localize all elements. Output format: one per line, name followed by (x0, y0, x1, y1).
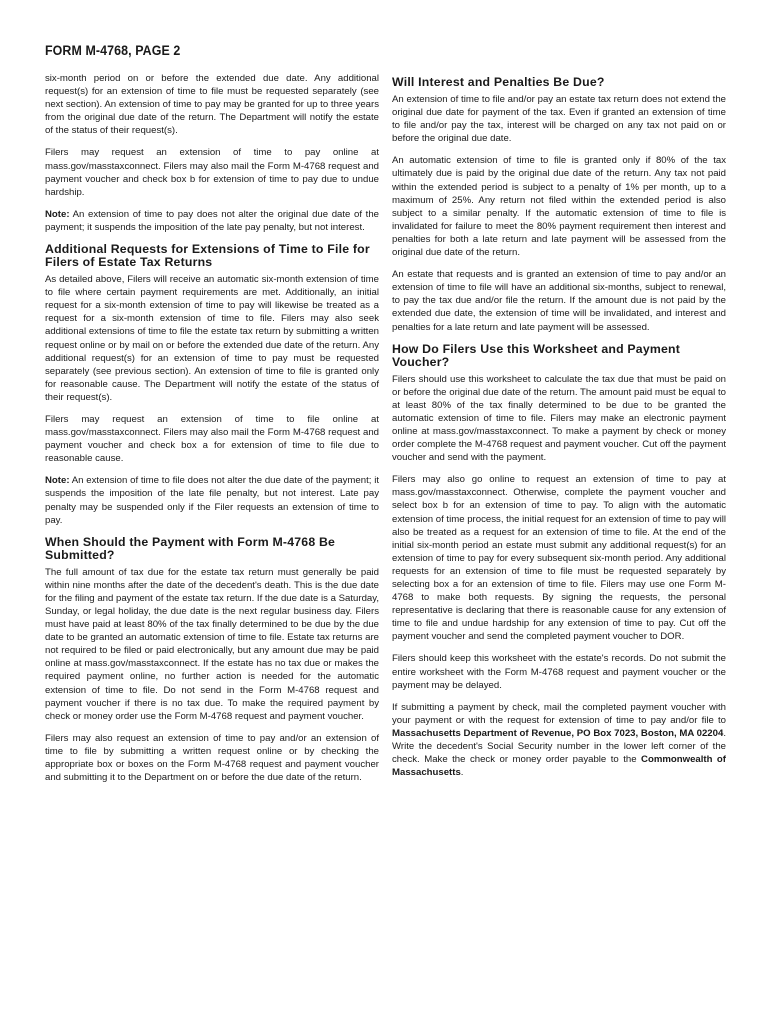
note-text: An extension of time to pay does not alter the original due date of the payment; it suspends the imposition of the late pay penalty, but not interest. (45, 208, 379, 233)
note-label: Note: (45, 475, 70, 487)
paragraph: As detailed above, Filers will receive an automatic six-month extension of time to file where certain payment requirements are met. Additionally, an initial request for a six-month extension of time to pay will likewise be treated as a request for a six-month extension of time to file. Filers may also seek additional extensions of time to file the estate tax return by submitting a written request online or by mail on or before the extended due date of the return. Any additional request(s) for an extension of time to pay must be requested separately (see previous section). An extension of time to file is granted only for reasonable cause. The Department will notify the estate of the status of their request(s). (45, 274, 379, 403)
paragraph: Filers may also go online to request an extension of time to pay at mass.gov/masstaxconnect. Otherwise, complete the payment voucher and select box b for an extension of time to pay. To align with the automatic extension of time process, the initial request for an extension of time to pay will also be treated as a request for an extension of time to file. At the end of the initial six-month period an estate must submit any additional request(s) for an extension of time to pay for every subsequent six-month period. Any additional requests for an extension of time to file must be requested separately by selecting box a for an extension of time to file. Filers may use one Form M-4768 to make both requests. By signing the requests, the personal representative is declaring that there is reasonable cause for any extension of time to file and undue hardship for any extension of time to pay. Cut off the payment voucher and send the completed payment voucher to DOR. (392, 474, 726, 643)
paragraph: six-month period on or before the extended due date. Any additional request(s) for an extension of time to file must be requested separately (see next section). An extension of time to pay may be granted for up to three years from the original due date of the return. The Department will notify the estate of the status of their request(s). (45, 73, 379, 137)
mailing-text: . (460, 767, 464, 779)
payee-name: Commonwealth of Massachusetts (392, 754, 726, 779)
paragraph: Filers may also request an extension of time to pay and/or an extension of time to file by submitting a written request online or by checking the appropriate box or boxes on the Form M-4768 request and payment voucher and submitting it to the Department on or before the due date of the return. (45, 732, 379, 784)
section-heading-how-to-use: How Do Filers Use this Worksheet and Payment Voucher? (392, 341, 681, 369)
note-text: An extension of time to file does not alter the due date of the payment; it suspends the imposition of the late file penalty, but not interest. Late pay penalty may be suspended only if the Filer requests an extension of time to pay. (45, 475, 379, 526)
paragraph: An estate that requests and is granted an extension of time to pay and/or an extension of time to file will have an additional six-months, subject to renewal, to pay the tax due and/or file the return. If the amount due is not paid by the extended due date, the extension of time will be invalidated, and interest and penalties for a late return and late payment will be assessed. (392, 269, 726, 333)
mailing-paragraph (392, 701, 726, 780)
section-heading-additional-requests: Additional Requests for Extensions of Time to File for Filers of Estate Tax Returns (45, 242, 370, 270)
right-column (392, 72, 726, 788)
mailing-text: . Write the decedent's Social Security number in the lower left corner of the check. Make the check or money order payable to the (392, 727, 726, 766)
paragraph: Filers may request an extension of time to file online at mass.gov/masstaxconnect. Filers may also mail the Form M-4768 request and payment voucher and check box a for extension of time to file due to reasonable cause. (45, 413, 379, 465)
note-paragraph (45, 474, 379, 526)
paragraph: An automatic extension of time to file is granted only if 80% of the tax ultimately due is paid by the original due date of the return. Any tax not paid within the extended period is subject to a penalty of 1% per month, up to a maximum of 25%. Any return not filed within the extended period is also subject to a similar penalty. If the automatic extension of time to file is invalidated for failure to meet the 80% payment requirement then interest and penalties for both a late return and late payment will be assessed from the original due date of the return. (392, 155, 726, 259)
paragraph: An extension of time to file and/or pay an estate tax return does not extend the original due date for payment of the tax. Even if granted an extension of time to file and/or pay the tax, interest will be charged on any tax not paid on or before the original due date. (392, 94, 726, 145)
page-title: FORM M-4768, PAGE 2 (45, 43, 181, 58)
mailing-text: If submitting a payment by check, mail the completed payment voucher with your payment or with the request for extension of time to pay and/or file to (392, 701, 726, 726)
paragraph: The full amount of tax due for the estate tax return must generally be paid within nine months after the date of the decedent's death. This is the due date for the filing and payment of the estate tax return. If the due date is a Saturday, Sunday, or legal holiday, the due date is the next regular business day. Filers must have paid at least 80% of the tax finally determined to be due by the due date to be granted an automatic extension of time to file. Estate tax returns are not required to be filed or paid electronically, but any amount due may be paid online at mass.gov/masstaxconnect. If the estate has no tax due or makes the required payment online, no further action is needed for the automatic extension of time to file. Do not send in the Form M-4768 request and payment voucher if there is no tax due. To make the required payment by check or money order use the Form M-4768 request and payment voucher. (45, 566, 379, 722)
paragraph: Filers should keep this worksheet with the estate's records. Do not submit the entire worksheet with the Form M-4768 request and payment voucher or the payment may be delayed. (392, 653, 726, 691)
note-paragraph (45, 208, 379, 234)
left-column (45, 72, 379, 793)
note-label: Note: (45, 208, 70, 220)
section-heading-interest-penalties: Will Interest and Penalties Be Due? (392, 75, 605, 89)
paragraph: Filers may request an extension of time to pay online at mass.gov/masstaxconnect. Filers may also mail the Form M-4768 request and payment voucher and check box b for extension of time to pay due to undue hardship. (45, 147, 379, 198)
paragraph: Filers should use this worksheet to calculate the tax due that must be paid on or before the original due date of the return. The amount paid must be equal to at least 80% of the tax finally determined to be due to be granted the automatic extension of time to file. Filers may make an electronic payment online at mass.gov/masstaxconnect. To make a payment by check or money order complete the M-4768 request and payment voucher. Cut off the payment voucher and send with the payment. (392, 373, 726, 464)
mailing-address: Massachusetts Department of Revenue, PO Box 7023, Boston, MA 02204 (392, 727, 724, 739)
section-heading-when-submitted: When Should the Payment with Form M-4768 Be Submitted? (45, 534, 336, 562)
